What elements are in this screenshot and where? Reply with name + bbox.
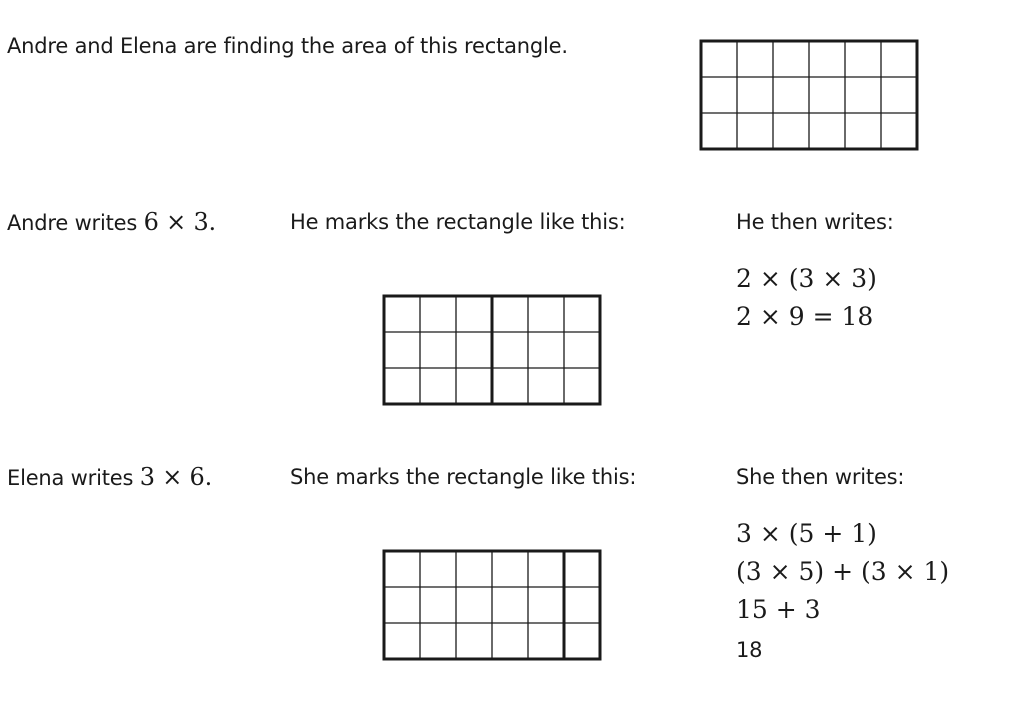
andre-step-1: 2 × (3 × 3) [736,264,877,293]
elena-answer: 18 [736,638,763,662]
main-rectangle-grid [701,41,917,149]
andre-then-text: He then writes: [736,210,894,234]
elena-step-3: 15 + 3 [736,595,821,624]
andre-writes-label: Andre writes [7,211,138,235]
elena-then-text: She then writes: [736,465,905,489]
andre-writes-expression: 6 × 3. [143,208,216,236]
elena-step-1: 3 × (5 + 1) [736,519,877,548]
intro-text: Andre and Elena are finding the area of this rectangle. [7,34,568,58]
elena-marks-text: She marks the rectangle like this: [290,465,637,489]
elena-marked-grid [384,551,600,659]
elena-step-2: (3 × 5) + (3 × 1) [736,557,950,586]
andre-writes [7,209,216,236]
andre-step-2: 2 × 9 = 18 [736,302,874,331]
elena-writes-expression: 3 × 6. [139,463,213,491]
andre-marked-grid [384,296,600,404]
elena-writes-label: Elena writes [7,466,134,490]
elena-writes [7,464,212,491]
andre-marks-text: He marks the rectangle like this: [290,210,626,234]
